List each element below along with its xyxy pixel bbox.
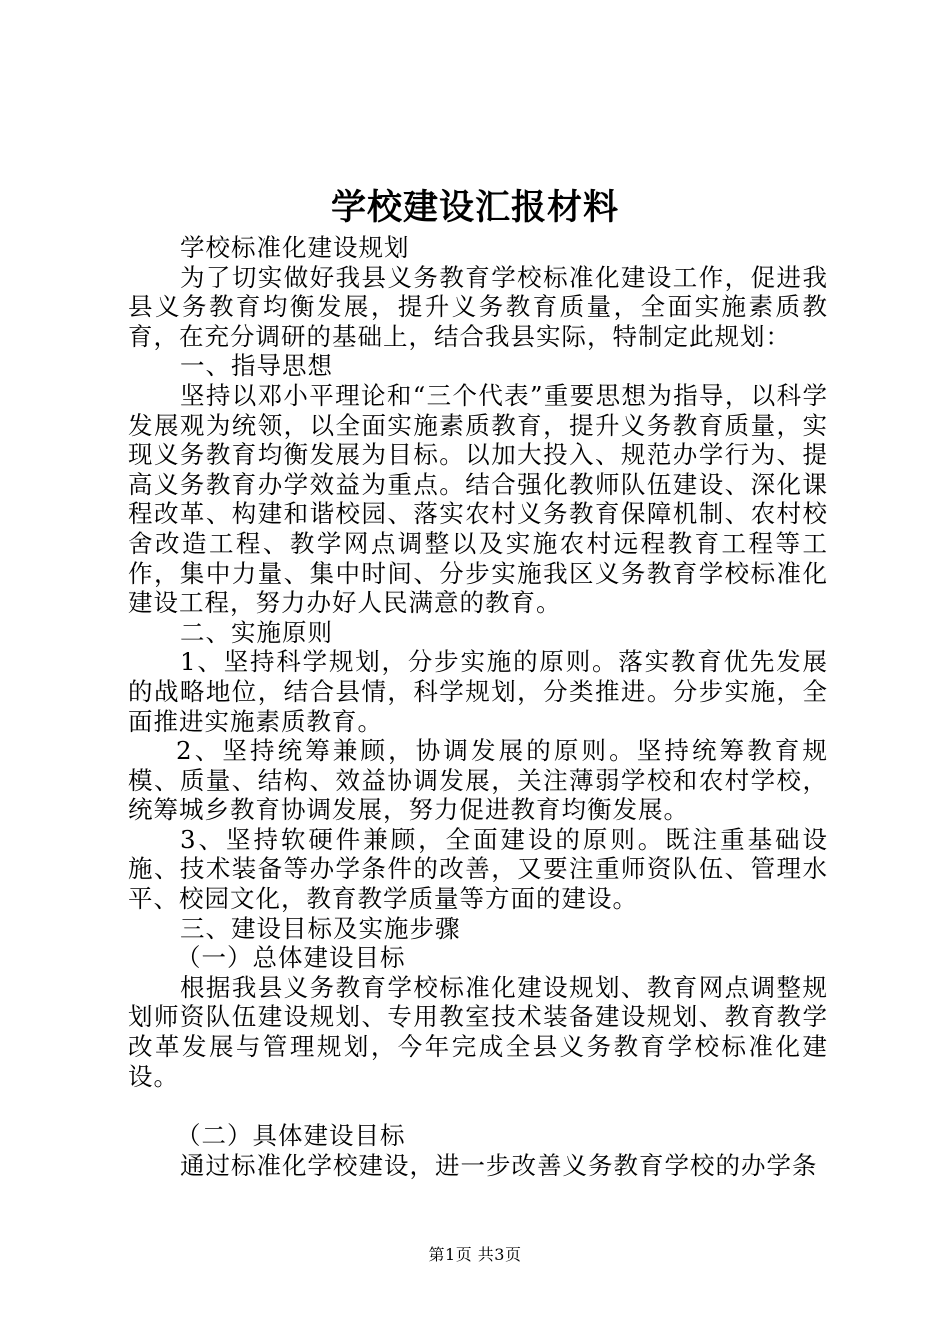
paragraph: 3、坚持软硬件兼顾，全面建设的原则。既注重基础设施、技术装备等办学条件的改善，又要注重师资队伍、管理水平、校园文化，教育教学质量等方面的建设。 [128,824,828,914]
paragraph: 坚持以邓小平理论和“三个代表”重要思想为指导，以科学发展观为统领，以全面实施素质教育，提升义务教育质量，实现义务教育均衡发展为目标。以加大投入、规范办学行为、提高义务教育办学效益为重点。结合强化教师队伍建设、深化课程改革、构建和谐校园、落实农村义务教育保障机制、农村校舍改造工程、教学网点调整以及实施农村远程教育工程等工作，集中力量、集中时间、分步实施我区义务教育学校标准化建设工程，努力办好人民满意的教育。 [128,380,828,618]
paragraph-gap [128,1091,828,1121]
document-body [128,233,828,1180]
subsection-heading: （二）具体建设目标 [176,1121,406,1151]
section-heading: 一、指导思想 [180,351,333,381]
section-heading: 二、实施原则 [180,617,333,647]
subsection-heading: （一）总体建设目标 [176,943,406,973]
paragraph: 2、坚持统筹兼顾，协调发展的原则。坚持统筹教育规模、质量、结构、效益协调发展，关注薄弱学校和农村学校，统筹城乡教育协调发展，努力促进教育均衡发展。 [128,736,828,825]
document-title: 学校建设汇报材料 [330,187,619,228]
page-number: 第1页 共3页 [428,1245,522,1264]
paragraph: 通过标准化学校建设，进一步改善义务教育学校的办学条 [180,1150,818,1180]
paragraph: 根据我县义务教育学校标准化建设规划、教育网点调整规划师资队伍建设规划、专用教室技术装备建设规划、教育教学改革发展与管理规划，今年完成全县义务教育学校标准化建设。 [128,972,828,1091]
section-heading: 三、建设目标及实施步骤 [180,913,461,943]
paragraph: 为了切实做好我县义务教育学校标准化建设工作，促进我县义务教育均衡发展，提升义务教育质量，全面实施素质教育，在充分调研的基础上，结合我县实际，特制定此规划： [128,262,828,351]
section-heading: 学校标准化建设规划 [180,233,410,262]
paragraph: 1、坚持科学规划，分步实施的原则。落实教育优先发展的战略地位，结合县情，科学规划，分类推进。分步实施，全面推进实施素质教育。 [128,647,828,736]
